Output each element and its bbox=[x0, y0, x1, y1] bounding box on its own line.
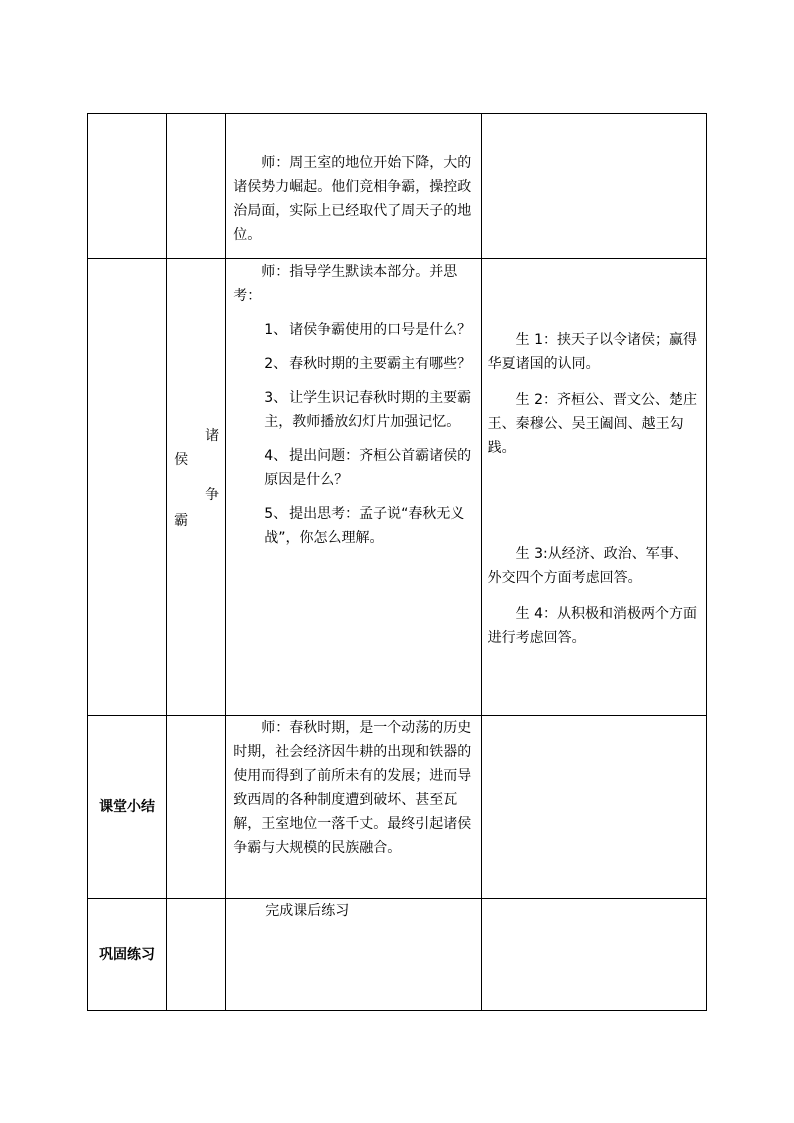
section-cell bbox=[88, 716, 167, 899]
section-heading: 课堂小结 bbox=[99, 799, 156, 815]
student-activity-cell bbox=[481, 259, 706, 716]
teacher-intro: 师：指导学生默读本部分。并思考： bbox=[233, 264, 458, 304]
student-activity-cell bbox=[481, 899, 706, 1011]
section-cell bbox=[88, 899, 167, 1011]
summary-text: 师：春秋时期，是一个动荡的历史时期，社会经济因牛耕的出现和铁器的使用而得到了前所未有的发展；进而导致西周的各种制度遭到破坏、甚至瓦解，王室地位一落千丈。最终引起诸侯争霸与大规模的民族融合。 bbox=[233, 720, 472, 856]
topic-cell bbox=[167, 716, 226, 899]
student-answer: 生 2：齐桓公、晋文公、楚庄王、秦穆公、吴王阖闾、越王勾践。 bbox=[487, 392, 697, 456]
topic-char: 侯 bbox=[174, 452, 189, 468]
lesson-plan-table bbox=[87, 113, 707, 1011]
question-item: 1、 诸侯争霸使用的口号是什么？ bbox=[264, 322, 472, 338]
teacher-activity-cell bbox=[226, 114, 481, 259]
topic-cell bbox=[167, 899, 226, 1011]
table-row bbox=[88, 716, 707, 899]
question-item: 5、 提出思考：孟子说“春秋无义战”，你怎么理解。 bbox=[264, 506, 465, 546]
section-cell bbox=[88, 114, 167, 259]
topic-char: 霸 bbox=[174, 513, 189, 529]
student-answer: 生 4：从积极和消极两个方面进行考虑回答。 bbox=[487, 606, 697, 646]
table-row bbox=[88, 114, 707, 259]
teacher-remark: 师：周王室的地位开始下降，大的诸侯势力崛起。他们竞相争霸，操控政治局面，实际上已经取代了周天子的地位。 bbox=[233, 155, 472, 243]
topic-cell bbox=[167, 114, 226, 259]
student-answer: 生 3:从经济、政治、军事、外交四个方面考虑回答。 bbox=[487, 546, 688, 586]
table-row bbox=[88, 259, 707, 716]
topic-char: 争 bbox=[205, 487, 220, 503]
student-answer: 生 1：挟天子以令诸侯；赢得华夏诸国的认同。 bbox=[487, 332, 697, 372]
teacher-activity-cell bbox=[226, 899, 481, 1011]
student-activity-cell bbox=[481, 716, 706, 899]
section-heading: 巩固练习 bbox=[99, 946, 156, 963]
question-item: 2、 春秋时期的主要霸主有哪些？ bbox=[264, 356, 472, 372]
teacher-activity-cell bbox=[226, 259, 481, 716]
teacher-activity-cell bbox=[226, 716, 481, 899]
question-item: 3、 让学生识记春秋时期的主要霸主，教师播放幻灯片加强记忆。 bbox=[264, 390, 472, 430]
table-row bbox=[88, 899, 707, 1011]
topic-cell bbox=[167, 259, 226, 716]
student-activity-cell bbox=[481, 114, 706, 259]
topic-char: 诸 bbox=[205, 428, 220, 444]
question-item: 4、 提出问题：齐桓公首霸诸侯的原因是什么？ bbox=[264, 448, 472, 488]
practice-text: 完成课后练习 bbox=[265, 903, 350, 919]
section-cell bbox=[88, 259, 167, 716]
